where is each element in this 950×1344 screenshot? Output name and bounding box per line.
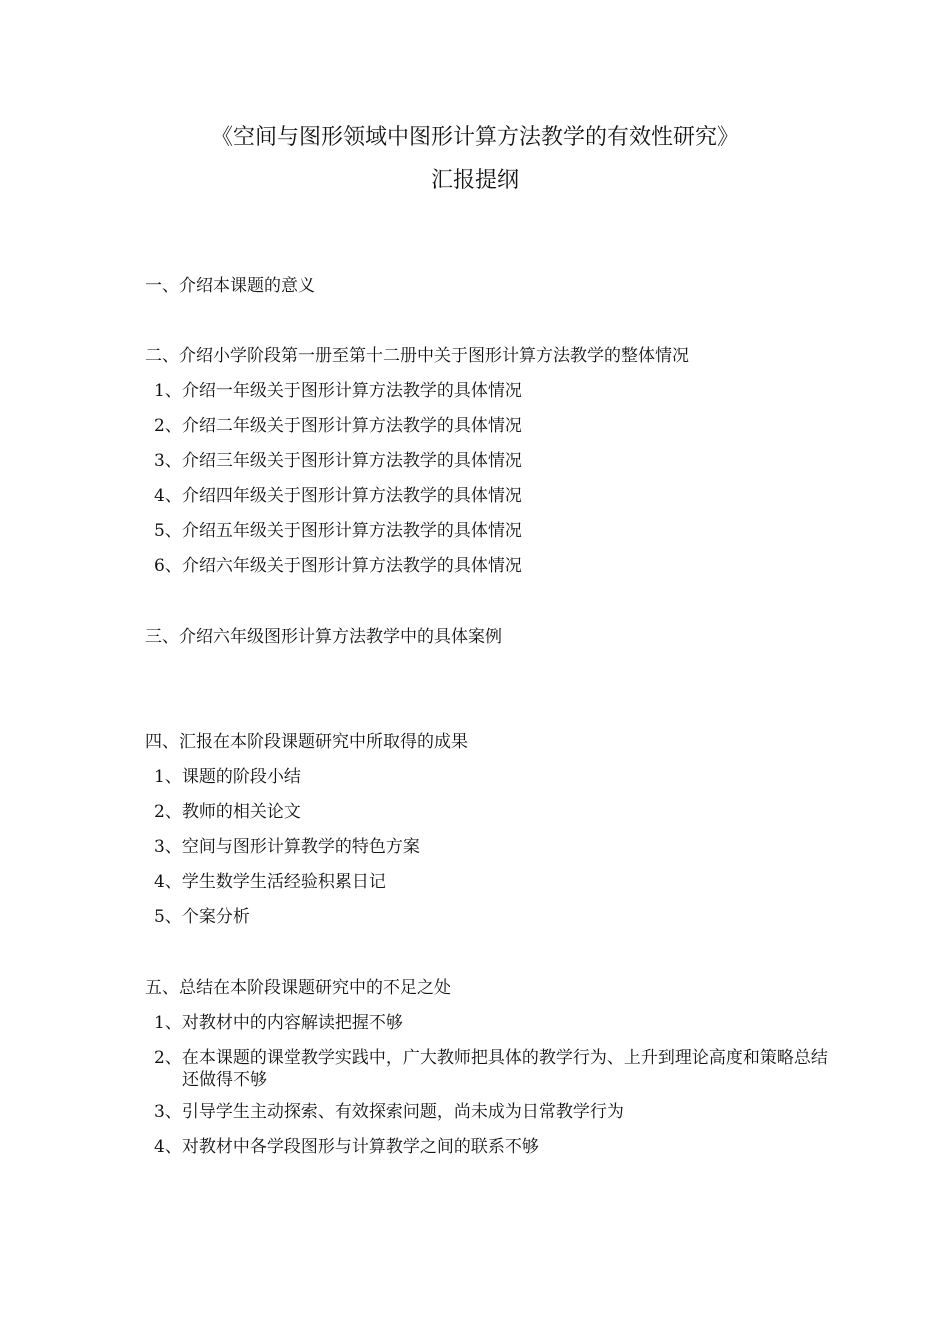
section-heading-3: 三、介绍六年级图形计算方法教学中的具体案例 [145, 627, 502, 647]
outline-item: 1、对教材中的内容解读把握不够 [154, 1013, 403, 1033]
outline-item: 2、在本课题的课堂教学实践中，广大教师把具体的教学行为、上升到理论高度和策略总结还做得不够 [154, 1048, 828, 1090]
outline-item: 1、课题的阶段小结 [154, 767, 301, 787]
section-heading-1: 一、介绍本课题的意义 [145, 276, 315, 296]
outline-item: 1、介绍一年级关于图形计算方法教学的具体情况 [154, 381, 522, 401]
outline-item: 4、介绍四年级关于图形计算方法教学的具体情况 [154, 486, 522, 506]
section-heading-4: 四、汇报在本阶段课题研究中所取得的成果 [145, 732, 468, 752]
outline-item: 3、介绍三年级关于图形计算方法教学的具体情况 [154, 451, 522, 471]
outline-item: 3、引导学生主动探索、有效探索问题，尚未成为日常教学行为 [154, 1102, 624, 1122]
outline-item: 3、空间与图形计算教学的特色方案 [154, 837, 420, 857]
outline-item: 2、教师的相关论文 [154, 802, 301, 822]
section-heading-5: 五、总结在本阶段课题研究中的不足之处 [145, 978, 451, 998]
outline-item: 4、对教材中各学段图形与计算教学之间的联系不够 [154, 1137, 539, 1157]
outline-item: 6、介绍六年级关于图形计算方法教学的具体情况 [154, 556, 522, 576]
outline-item: 5、个案分析 [154, 907, 250, 927]
outline-item: 4、学生数学生活经验积累日记 [154, 872, 386, 892]
outline-item: 2、介绍二年级关于图形计算方法教学的具体情况 [154, 416, 522, 436]
outline-item: 5、介绍五年级关于图形计算方法教学的具体情况 [154, 521, 522, 541]
document-subtitle: 汇报提纲 [430, 168, 519, 193]
document-title: 《空间与图形领域中图形计算方法教学的有效性研究》 [210, 125, 739, 150]
section-heading-2: 二、介绍小学阶段第一册至第十二册中关于图形计算方法教学的整体情况 [145, 346, 689, 366]
